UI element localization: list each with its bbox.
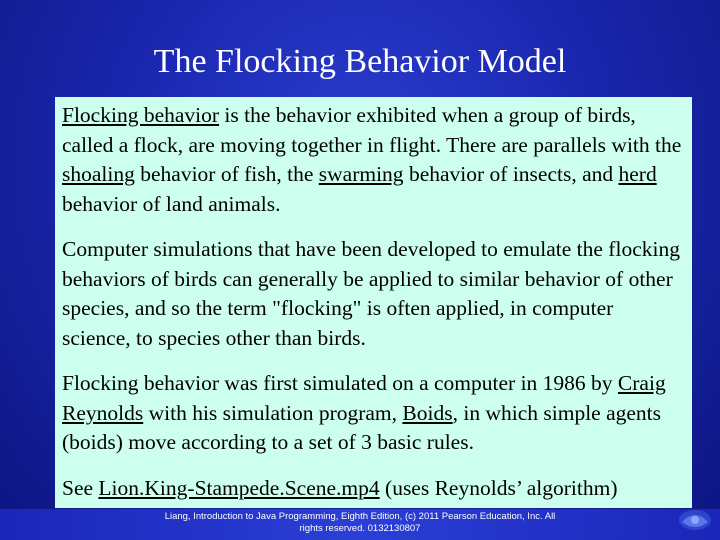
footer-line-1: Liang, Introduction to Java Programming, Eighth Edition, (c) 2011 Pearson Education, Inc. All xyxy=(164,511,556,522)
text: See xyxy=(62,475,99,500)
text: , in which simple agents (boids) move according to a set of 3 basic rules. xyxy=(62,400,662,454)
link-swarming[interactable]: swarming xyxy=(318,162,404,186)
paragraph-flocking-definition xyxy=(62,101,684,219)
content-box xyxy=(55,97,692,508)
link-lion-king-video[interactable]: Lion.King-Stampede.Scene.mp4 xyxy=(98,475,380,500)
link-shoaling[interactable]: shoaling xyxy=(62,162,135,186)
text: behavior of land animals. xyxy=(62,191,281,216)
publisher-logo-icon xyxy=(676,506,714,534)
text: (uses Reynolds’ algorithm) xyxy=(379,475,618,500)
slide-title: The Flocking Behavior Model xyxy=(153,43,567,80)
text: Computer simulations that have been developed to emulate the flocking behaviors of birds can generally be applied to similar behavior of other species, and so the term "flocking" is often applied, in computer science, to species other than birds. xyxy=(62,237,680,350)
link-herd[interactable]: herd xyxy=(618,162,657,186)
text: is the behavior exhibited when a group of birds, called a flock, are moving together in flight. There are parallels with the xyxy=(62,103,682,157)
link-craig-reynolds[interactable]: Craig Reynolds xyxy=(62,371,666,425)
paragraph-video-link xyxy=(62,474,684,504)
text: behavior of insects, and xyxy=(403,162,619,186)
paragraph-computer-simulations xyxy=(62,235,684,353)
paragraph-reynolds xyxy=(62,369,684,458)
link-flocking-behavior[interactable]: Flocking behavior xyxy=(62,103,220,127)
link-boids[interactable]: Boids xyxy=(402,400,453,425)
text: Flocking behavior was first simulated on a computer in 1986 by xyxy=(62,371,618,395)
text: behavior of fish, the xyxy=(134,162,319,186)
text: with his simulation program, xyxy=(143,400,403,425)
footer-copyright xyxy=(120,511,600,535)
footer-line-2: rights reserved. 0132130807 xyxy=(299,523,421,534)
